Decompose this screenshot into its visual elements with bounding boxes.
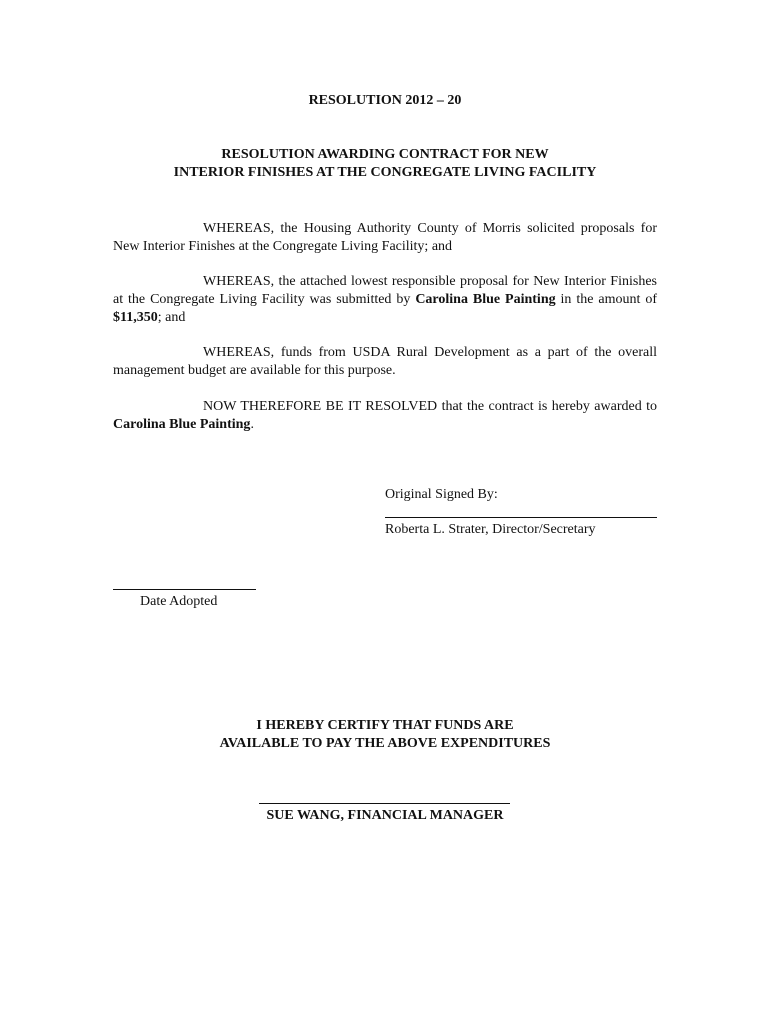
date-adopted-label: Date Adopted [140, 594, 218, 609]
title-line-2: INTERIOR FINISHES AT THE CONGREGATE LIVING FACILITY [173, 165, 597, 180]
title-line-1: RESOLUTION AWARDING CONTRACT FOR NEW [221, 147, 549, 162]
certify-line-2: AVAILABLE TO PAY THE ABOVE EXPENDITURES [219, 736, 551, 751]
whereas-paragraph-3 [113, 344, 657, 380]
paragraph-text: in the amount of [555, 292, 657, 307]
paragraph-text: ; and [157, 310, 186, 325]
resolved-paragraph [113, 398, 657, 434]
paragraph-text: . [250, 417, 254, 432]
paragraph-text: NOW THEREFORE BE IT RESOLVED that the contract is hereby awarded to [203, 399, 657, 414]
certify-line-1: I HEREBY CERTIFY THAT FUNDS ARE [256, 718, 514, 733]
paragraph-text: WHEREAS, the Housing Authority County of Morris solicited proposals for New Interior Finishes at the Congregate Living Facility; and [113, 221, 657, 254]
whereas-paragraph-2 [113, 273, 657, 327]
signer-name: Roberta L. Strater, Director/Secretary [385, 522, 596, 537]
paragraph-text: WHEREAS, funds from USDA Rural Development as a part of the overall management budget are available for this purpose. [113, 345, 657, 378]
resolution-number: RESOLUTION 2012 – 20 [308, 93, 462, 108]
whereas-paragraph-1 [113, 220, 657, 256]
financial-manager-name: SUE WANG, FINANCIAL MANAGER [266, 808, 504, 823]
contractor-name: Carolina Blue Painting [113, 417, 251, 432]
date-line [113, 589, 256, 590]
contract-amount: $11,350 [113, 310, 158, 325]
manager-signature-line [259, 803, 510, 804]
signature-line [385, 517, 657, 518]
signed-by-label: Original Signed By: [385, 487, 498, 502]
paragraph-text: WHEREAS, the attached lowest responsible proposal for New Interior Finishes at the Congregate Living Facility was submitted by [113, 274, 657, 307]
contractor-name: Carolina Blue Painting [415, 292, 556, 307]
